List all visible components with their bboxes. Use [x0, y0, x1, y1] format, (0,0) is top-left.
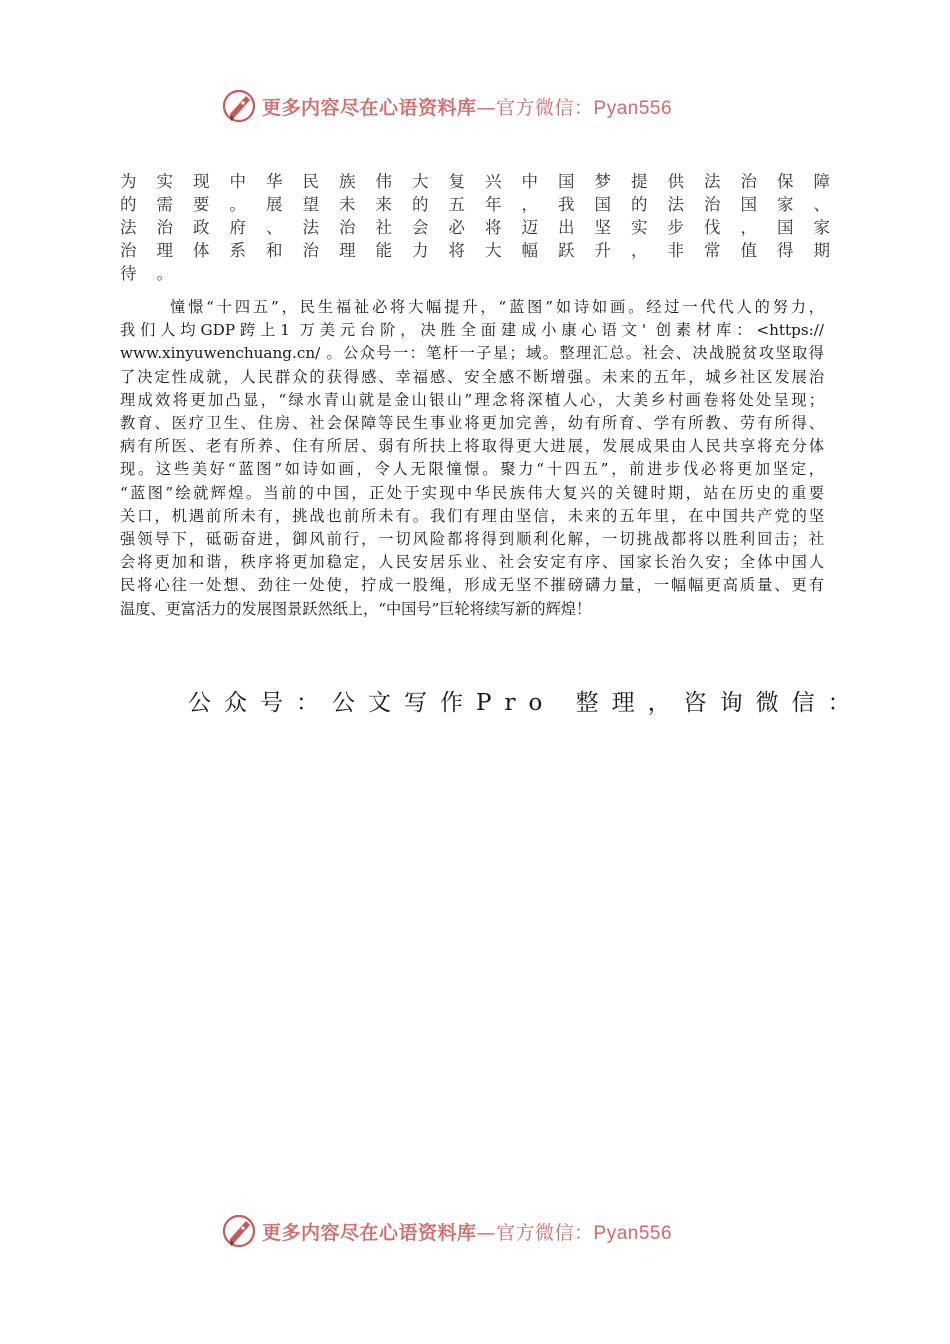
intro-line: 的需要。展望未来的五年，我国的法治国家、: [120, 195, 850, 214]
body-line: 理成效将更加凸显，“绿水青山就是金山银山”理念将深植人心，大美乡村画卷将处处呈现；: [120, 390, 824, 409]
intro-line: 待。: [120, 264, 193, 283]
intro-paragraph: [120, 170, 850, 285]
pen-nib-logo-icon: [222, 88, 258, 124]
header-banner: [222, 86, 742, 126]
body-line: 病有所医、老有所养、住有所居、弱有所扶上将取得更大进展，发展成果由人民共享将充分体: [120, 437, 824, 456]
footer-title: 公众号：公文写作Pro 整理，咨询微信：: [188, 690, 864, 716]
body-line: 教育、医疗卫生、住房、社会保障等民生事业将更加完善，幼有所育、学有所教、劳有所得、: [120, 414, 824, 433]
body-line: 了决定性成就，人民群众的获得感、幸福感、安全感不断增强。未来的五年，城乡社区发展治: [120, 367, 824, 386]
body-paragraph: [120, 296, 824, 621]
banner-text: [262, 1218, 672, 1245]
body-line: www.xinyuwenchuang.cn/ 。公众号一：笔杆一子星；域。整理汇总。社会、决战脱贫攻坚取得: [120, 344, 824, 363]
body-line: 强领导下，砥砺奋进，御风前行，一切风险都将得到顺利化解，一切挑战都将以胜利回击；社: [120, 530, 824, 549]
banner-text: [262, 93, 672, 120]
intro-line: 为实现中华民族伟大复兴中国梦提供法治保障: [120, 172, 850, 191]
banner-main-text: 更多内容尽在心语资料库: [262, 1221, 477, 1244]
body-line: 民将心往一处想、劲往一处使，拧成一股绳，形成无坚不摧磅礴力量，一幅幅更高质量、更有: [120, 576, 824, 595]
banner-contact-text: 官方微信：Pyan556: [496, 1222, 673, 1244]
body-line: 憧憬“十四五”，民生福祉必将大幅提升，“蓝图”如诗如画。经过一代代人的努力，: [170, 298, 824, 316]
banner-separator: —: [476, 1221, 497, 1244]
body-line: 会将更加和谐，秩序将更加稳定，人民安居乐业、社会安定有序、国家长治久安；全体中国人: [120, 553, 824, 572]
body-line: 我们人均GDP跨上1 万美元台阶，决胜全面建成小康心语文' 创素材库：<https://: [120, 321, 824, 340]
intro-line: 法治政府、法治社会必将迈出坚实步伐，国家: [120, 218, 850, 237]
footer-banner: [222, 1211, 742, 1251]
banner-main-text: 更多内容尽在心语资料库: [262, 96, 477, 119]
body-line: 关口，机遇前所未有，挑战也前所未有。我们有理由坚信，未来的五年里，在中国共产党的坚: [120, 506, 824, 525]
banner-separator: —: [476, 96, 497, 119]
body-line: 温度、更富活力的发展图景跃然纸上，“中国号”巨轮将续写新的辉煌！: [120, 599, 592, 618]
pen-nib-logo-icon: [222, 1213, 258, 1249]
intro-line: 治理体系和治理能力将大幅跃升，非常值得期: [120, 241, 850, 260]
banner-contact-text: 官方微信：Pyan556: [496, 97, 673, 119]
body-line: “蓝图”绘就辉煌。当前的中国，正处于实现中华民族伟大复兴的关键时期，站在历史的重要: [120, 483, 824, 502]
body-line: 现。这些美好“蓝图”如诗如画，令人无限憧憬。聚力“十四五”，前进步伐必将更加坚定，: [120, 460, 824, 479]
